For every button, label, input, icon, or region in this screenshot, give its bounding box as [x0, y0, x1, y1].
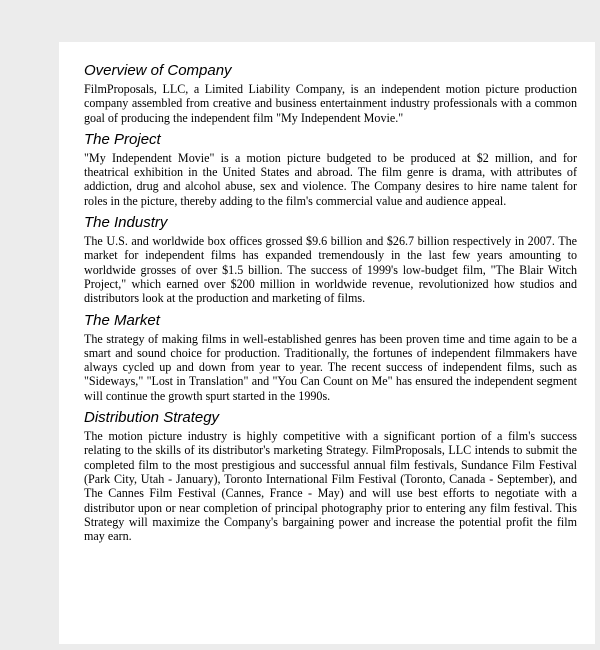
- section-heading: The Market: [84, 311, 160, 329]
- section-heading: Distribution Strategy: [84, 409, 220, 427]
- section-heading: Overview of Company: [84, 62, 232, 79]
- section-the-industry: [84, 214, 577, 305]
- document-content: [84, 62, 577, 549]
- section-heading: The Project: [84, 130, 161, 148]
- document-page: [59, 42, 595, 644]
- section-body: The strategy of making films in well-established genres has been proven time and time again to be a smart and sound choice for production. Traditionally, the fortunes of independent filmmakers have always cycled up and down from year to year. The recent success of independent films, such as "Sideways," "Lost in Translation" and "You Can Count on Me" has ensured the independent segment will continue the growth spurt started in the 1990s.: [84, 331, 577, 403]
- section-the-market: [84, 312, 577, 403]
- section-overview-of-company: [84, 62, 577, 125]
- section-distribution-strategy: [84, 409, 577, 543]
- section-body: FilmProposals, LLC, a Limited Liability Company, is an independent motion picture production company assembled from creative and business entertainment industry professionals with a common goal of producing the independent film "My Independent Movie.": [84, 82, 577, 125]
- section-body: The motion picture industry is highly competitive with a significant portion of a film's success relating to the skills of its distributor's marketing Strategy. FilmProposals, LLC intends to submit the completed film to the most prestigious and successful annual film festivals, Sundance Film Festival (Park City, Utah - January), Toronto International Film Festival (Toronto, Canada - September), and The Cannes Film Festival (Cannes, France - May) and will use best efforts to negotiate with a distributor upon or near completion of principal photography prior to entering any film festival. This Strategy will maximize the Company's bargaining power and increase the potential profit the film may earn.: [84, 429, 577, 544]
- section-heading: The Industry: [84, 214, 168, 232]
- section-body: "My Independent Movie" is a motion picture budgeted to be produced at $2 million, and for theatrical exhibition in the United States and abroad. The film genre is drama, with attributes of addiction, drug and alcohol abuse, sex and violence. The Company desires to hire name talent for roles in the picture, thereby adding to the film's commercial value and audience appeal.: [84, 150, 577, 208]
- section-the-project: [84, 131, 577, 208]
- section-body: The U.S. and worldwide box offices grossed $9.6 billion and $26.7 billion respectively in 2007. The market for independent films has expanded tremendously in the last few years amounting to worldwide grosses of over $1.5 billion. The success of 1999's low-budget film, "The Blair Witch Project," which earned over $200 million in worldwide revenue, revolutionized how studios and distributors look at the production and marketing of films.: [84, 234, 577, 306]
